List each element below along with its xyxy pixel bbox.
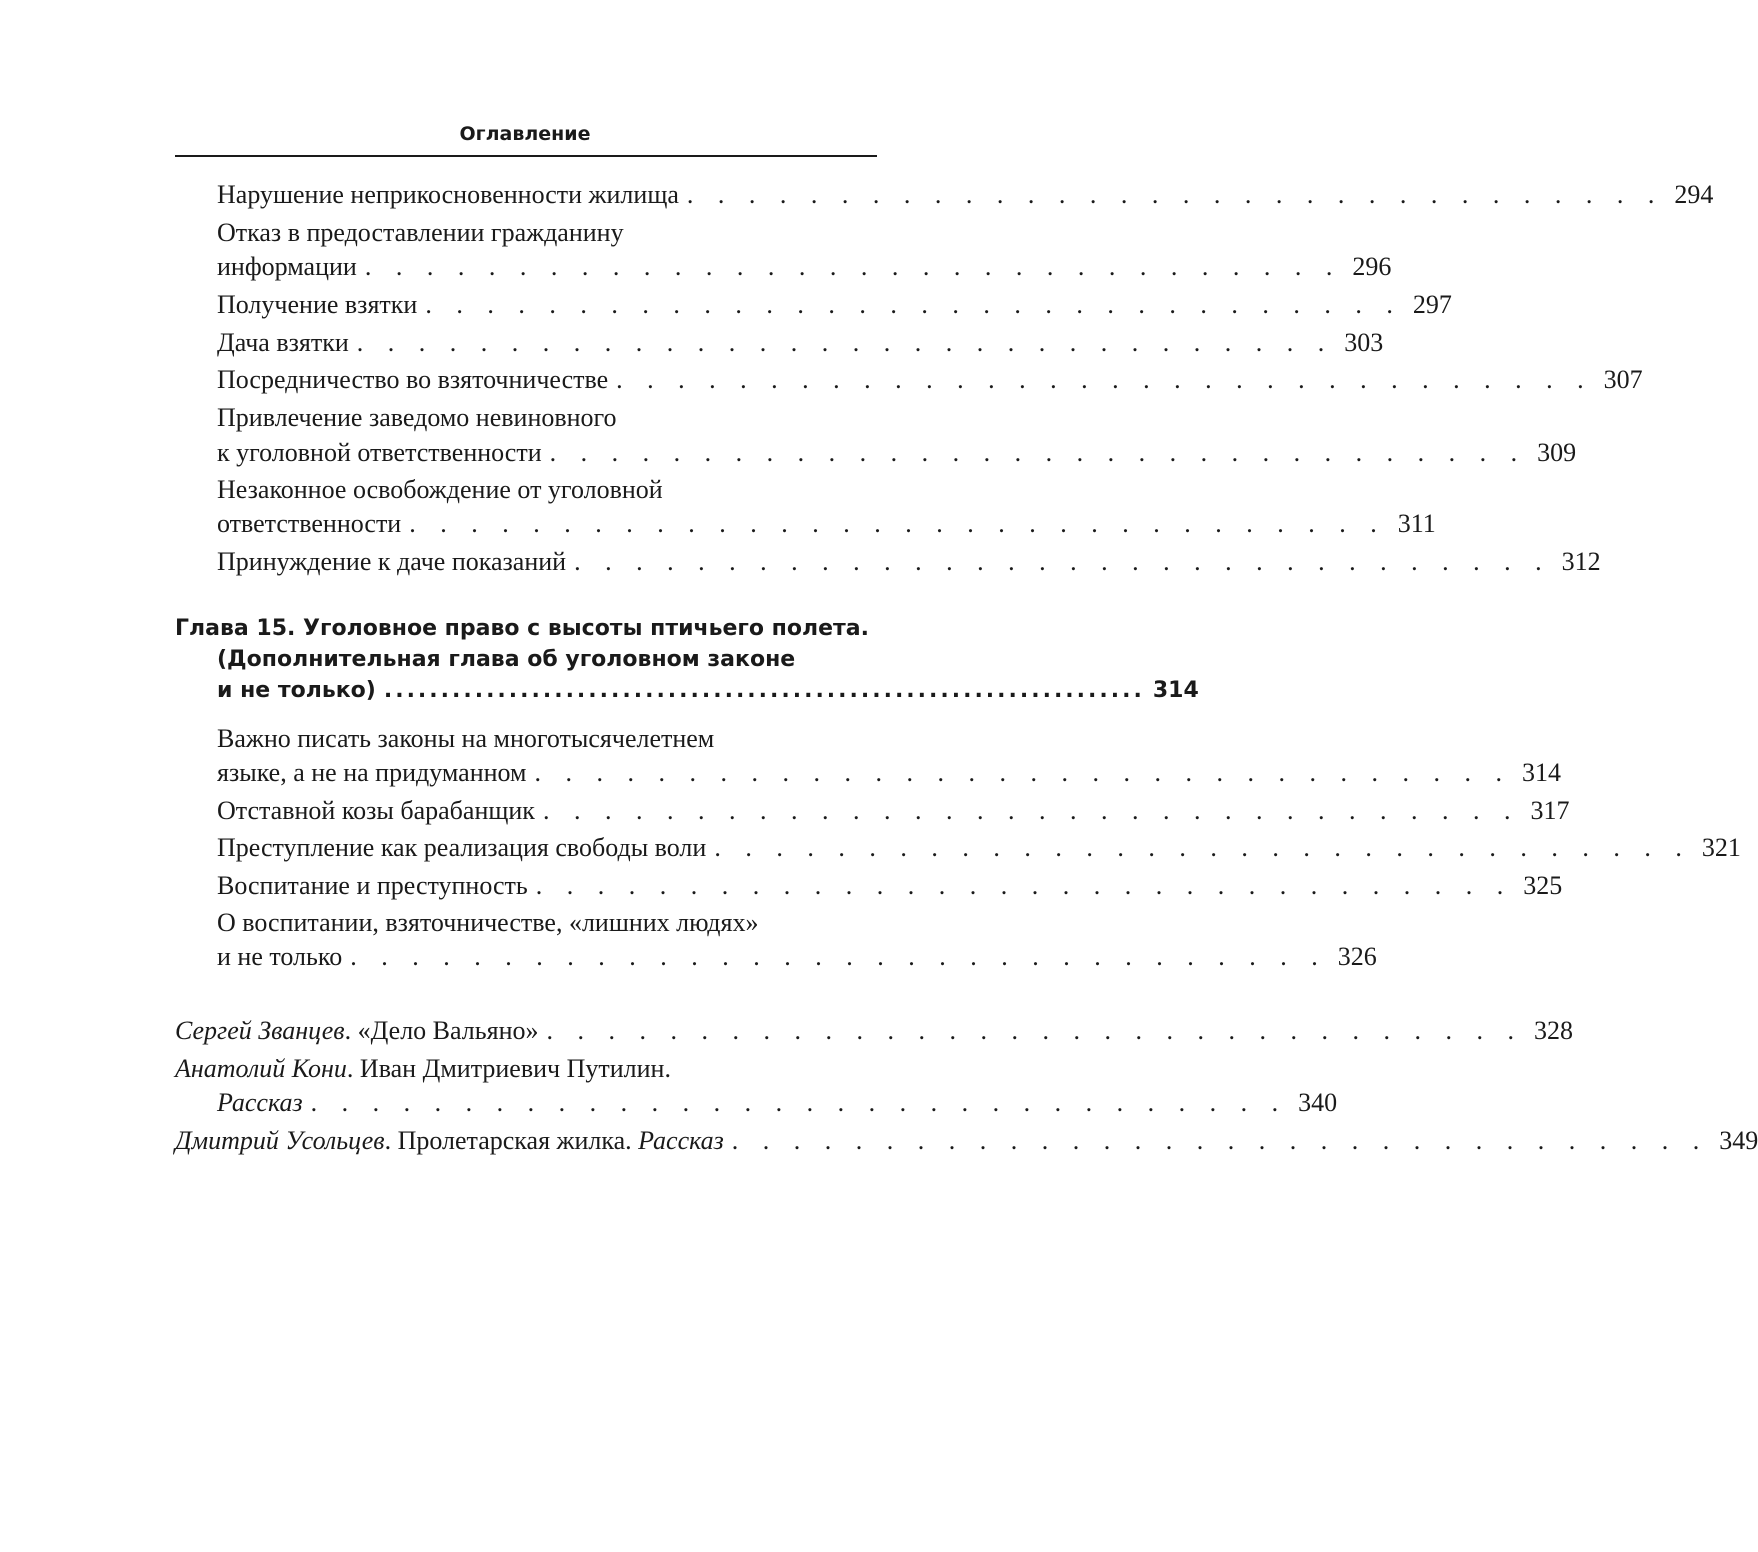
story-genre: Рассказ: [217, 1088, 303, 1117]
leader-dots: . . . . . . . . . . . . . . . . . . . . . . . . . . . . . . . .: [310, 1088, 1288, 1117]
toc-entry-page: 349: [1719, 1126, 1758, 1155]
toc-entry-title: Нарушение неприкосновенности жилища: [217, 180, 679, 209]
leader-dots: . . . . . . . . . . . . . . . . . . . . . . . . . . . . . . . .: [350, 942, 1327, 971]
toc-entry-page: 296: [1352, 252, 1392, 281]
toc-entry-title-cont: ответственности: [217, 509, 402, 538]
page-header-title: Оглавление: [459, 123, 591, 145]
story-title: Пролетарская жилка.: [397, 1126, 632, 1155]
leader-dots: . . . . . . . . . . . . . . . . . . . . . . . . . . . . . . . .: [616, 365, 1593, 394]
leader-dots: . . . . . . . . . . . . . . . . . . . . . . . . . . . . . . . .: [409, 509, 1386, 538]
toc-entry-title-cont: языке, а не на придуманном: [217, 758, 527, 787]
toc-entry-title: Воспитание и преступность: [217, 871, 528, 900]
toc-entry-title-cont: к уголовной ответственности: [217, 438, 542, 467]
toc-entry-page: 321: [1701, 833, 1741, 862]
story-title: Иван Дмитриевич Путилин.: [359, 1054, 671, 1083]
toc-entry-title-cont: и не только: [217, 942, 343, 971]
leader-dots: . . . . . . . . . . . . . . . . . . . . . . . . . . . . . . . .: [534, 758, 1511, 787]
toc-entry-page: 312: [1561, 547, 1601, 576]
story-title: «Дело Вальяно»: [357, 1016, 539, 1045]
chapter-title: Глава 15. Уголовное право с высоты птичьего полета.: [175, 616, 869, 641]
toc-entry-page: 297: [1412, 290, 1452, 319]
toc-entry-page: 340: [1298, 1088, 1338, 1117]
toc-entry-page: 309: [1537, 438, 1577, 467]
leader-dots: . . . . . . . . . . . . . . . . . . . . . . . . . . . . . . . .: [542, 796, 1520, 825]
toc-entry-page: 303: [1344, 328, 1384, 357]
toc-entry-page: 311: [1397, 509, 1436, 538]
leader-dots: . . . . . . . . . . . . . . . . . . . . . . . . . . . . . . . .: [535, 871, 1513, 900]
story-author: Анатолий Кони: [175, 1054, 347, 1083]
leader-dots: . . . . . . . . . . . . . . . . . . . . . . . . . . . . . . . .: [356, 328, 1334, 357]
toc-entry-title: Принуждение к даче показаний: [217, 547, 567, 576]
toc-entry-title: Отказ в предоставлении гражданину: [217, 218, 624, 247]
toc-entry-title: Отставной козы барабанщик: [217, 796, 535, 825]
leader-dots: . . . . . . . . . . . . . . . . . . . . . . . . . . . . . . . .: [425, 290, 1402, 319]
leader-dots: . . . . . . . . . . . . . . . . . . . . . . . . . . . . . . . .: [546, 1016, 1523, 1045]
chapter-title-cont: и не только): [217, 678, 376, 703]
leader-dots: . . . . . . . . . . . . . . . . . . . . . . . . . . . . . . . .: [549, 438, 1527, 467]
story-author: Сергей Званцев: [175, 1016, 345, 1045]
toc-entry-page: 317: [1530, 796, 1570, 825]
toc-entry-title: Важно писать законы на многотысячелетнем: [217, 724, 715, 753]
chapter-page: 314: [1152, 678, 1199, 703]
leader-dots: . . . . . . . . . . . . . . . . . . . . . . . . . . . . . . . .: [574, 547, 1551, 576]
toc-entry-page: 307: [1603, 365, 1643, 394]
toc-entry-title: Дача взятки: [217, 328, 349, 357]
toc-entry-title: Привлечение заведомо невиновного: [217, 403, 617, 432]
toc-entry-page: 314: [1522, 758, 1561, 787]
header-rule: [175, 155, 877, 157]
leader-dots: . . . . . . . . . . . . . . . . . . . . . . . . . . . . . . . .: [364, 252, 1342, 281]
leader-dots: . . . . . . . . . . . . . . . . . . . . . . . . . . . . . . . .: [714, 833, 1691, 862]
toc-entry-page: 325: [1523, 871, 1563, 900]
toc-entry-page: 294: [1674, 180, 1714, 209]
leader-dots: . . . . . . . . . . . . . . . . . . . . . . . . . . . . . . . .: [731, 1126, 1709, 1155]
leader-dots: ...................................................................: [383, 678, 1145, 703]
toc-entry-title: Преступление как реализация свободы воли: [217, 833, 707, 862]
toc-entry-title: Получение взятки: [217, 290, 418, 319]
toc-entry-title: Незаконное освобождение от уголовной: [217, 475, 663, 504]
toc-entry-page: 328: [1534, 1016, 1573, 1045]
toc-entry-title-cont: информации: [217, 252, 357, 281]
leader-dots: . . . . . . . . . . . . . . . . . . . . . . . . . . . . . . . .: [686, 180, 1664, 209]
story-author: Дмитрий Усольцев: [175, 1126, 385, 1155]
toc-entry-title: О воспитании, взяточничестве, «лишних людях»: [217, 908, 759, 937]
toc-entry-title: Посредничество во взяточничестве: [217, 365, 609, 394]
story-genre: Рассказ: [638, 1126, 724, 1155]
chapter-title-cont: (Дополнительная глава об уголовном законе: [217, 647, 796, 672]
toc-entry-page: 326: [1337, 942, 1377, 971]
